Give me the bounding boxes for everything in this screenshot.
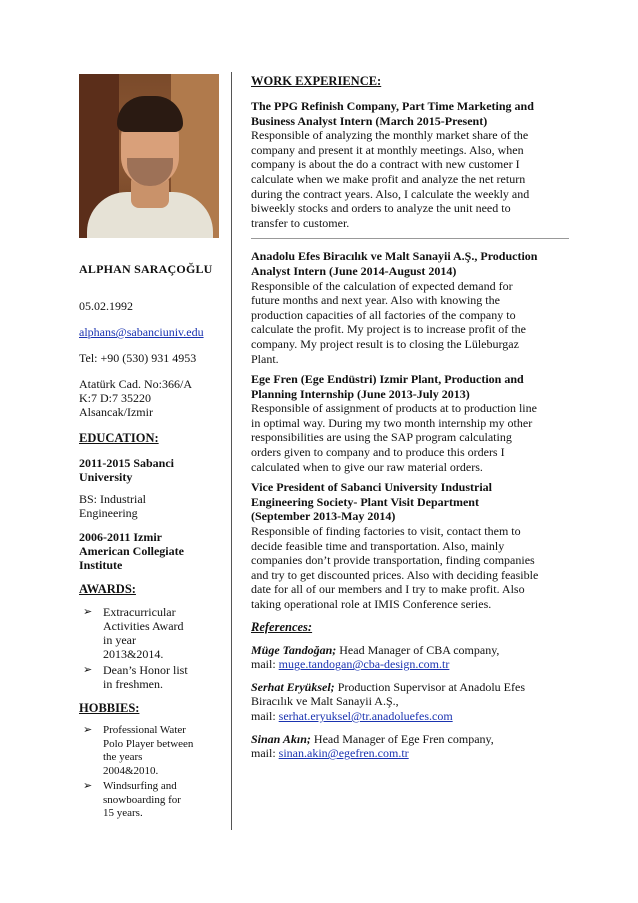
edu1-degree: Engineering [79,506,138,520]
references-heading: References: [251,619,313,634]
list-item: ➢ Windsurfing and snowboarding for 15 years. [83,780,181,819]
edu2-line: Institute [79,558,123,572]
list-item: ➢ Dean’s Honor list in freshmen. [83,663,188,691]
job-entry: Ege Fren (Ege Endüstri) Izmir Plant, Production and Planning Internship (June 2013-July 2013) Responsible of assignment of products at to production line in optimal way. During my two month internship my other responsibilities are using the SAP program calculating orders given to company and to produce this orders I calculated when to give our raw material orders. [251,372,537,474]
reference-entry: Sinan Akın; Head Manager of Ege Fren company, mail: sinan.akin@egefren.com.tr [251,731,494,761]
awards-list [79,605,219,691]
profile-photo [79,74,219,238]
hobbies-list [79,724,219,821]
job-entry: The PPG Refinish Company, Part Time Marketing and Business Analyst Intern (March 2015-Present) Responsible of analyzing the monthly market share of the company and present it at monthly meetings. Also, when company is about the do a contract with new customer I calculate when we make profit and analyze the net return during the contract years. Also, I calculate the weekly and biweekly stocks and orders to analyze the unit need to transfer to customer. [251,99,534,230]
work-experience-heading: WORK EXPERIENCE: [251,74,382,88]
column-divider [231,72,232,830]
candidate-name: ALPHAN SARAÇOĞLU [79,262,213,276]
birth-date: 05.02.1992 [79,299,133,313]
list-item: ➢ Extracurricular Activities Award in year 2013&2014. [83,605,184,661]
awards-heading: AWARDS: [79,582,136,596]
edu2-line: 2006-2011 Izmir [79,530,162,544]
arrow-bullet-icon: ➢ [83,724,93,736]
reference-entry: Serhat Eryüksel; Production Supervisor at Anadolu Efes Biracılık ve Malt Sanayii A.Ş., mail: serhat.eryuksel@tr.anadoluefes.com [251,679,525,723]
right-column [251,74,571,761]
list-item: ➢ Professional Water Polo Player between the years 2004&2010. [83,724,194,777]
arrow-bullet-icon: ➢ [83,664,93,676]
edu1-degree: BS: Industrial [79,492,147,506]
address-line: Alsancak/Izmir [79,405,153,419]
arrow-bullet-icon: ➢ [83,606,93,618]
phone-number: Tel: +90 (530) 931 4953 [79,351,197,365]
section-rule [251,238,569,239]
job-entry: Vice President of Sabanci University Industrial Engineering Society- Plant Visit Department (September 2013-May 2014) Responsible of finding factories to visit, contact them to decide feasible time and transportation. Also, mainly companies don’t provide transportation, finding companies and try to get discounted prices. Also with deciding feasible date for all of our members and I try to make profit. Also taking operational role at IMIS Conference series. [251,480,539,611]
edu1-years: 2011-2015 Sabanci [79,456,175,470]
job-entry: Anadolu Efes Biracılık ve Malt Sanayii A.Ş., Production Analyst Intern (June 2014-August 2014) Responsible of the calculation of expected demand for future months and next year. Also with knowing the production capacities of all factories of the company to calculate the profit. My project is to increase profit of the company. My project result is to closing the Lüleburgaz Plant. [251,249,538,366]
email-link[interactable]: alphans@sabanciuniv.edu [79,325,204,339]
reference-email-link[interactable]: sinan.akin@egefren.com.tr [278,746,409,761]
education-heading: EDUCATION: [79,431,159,445]
hobbies-heading: HOBBIES: [79,701,140,715]
address-line: K:7 D:7 35220 [79,391,151,405]
edu1-school: University [79,470,133,484]
address-line: Atatürk Cad. No:366/A [79,377,192,391]
reference-entry: Müge Tandoğan; Head Manager of CBA company, mail: muge.tandogan@cba-design.com.tr [251,642,500,672]
left-column [79,74,219,823]
edu2-line: American Collegiate [79,544,184,558]
reference-email-link[interactable]: serhat.eryuksel@tr.anadoluefes.com [278,708,453,723]
arrow-bullet-icon: ➢ [83,780,93,792]
reference-email-link[interactable]: muge.tandogan@cba-design.com.tr [278,657,450,672]
